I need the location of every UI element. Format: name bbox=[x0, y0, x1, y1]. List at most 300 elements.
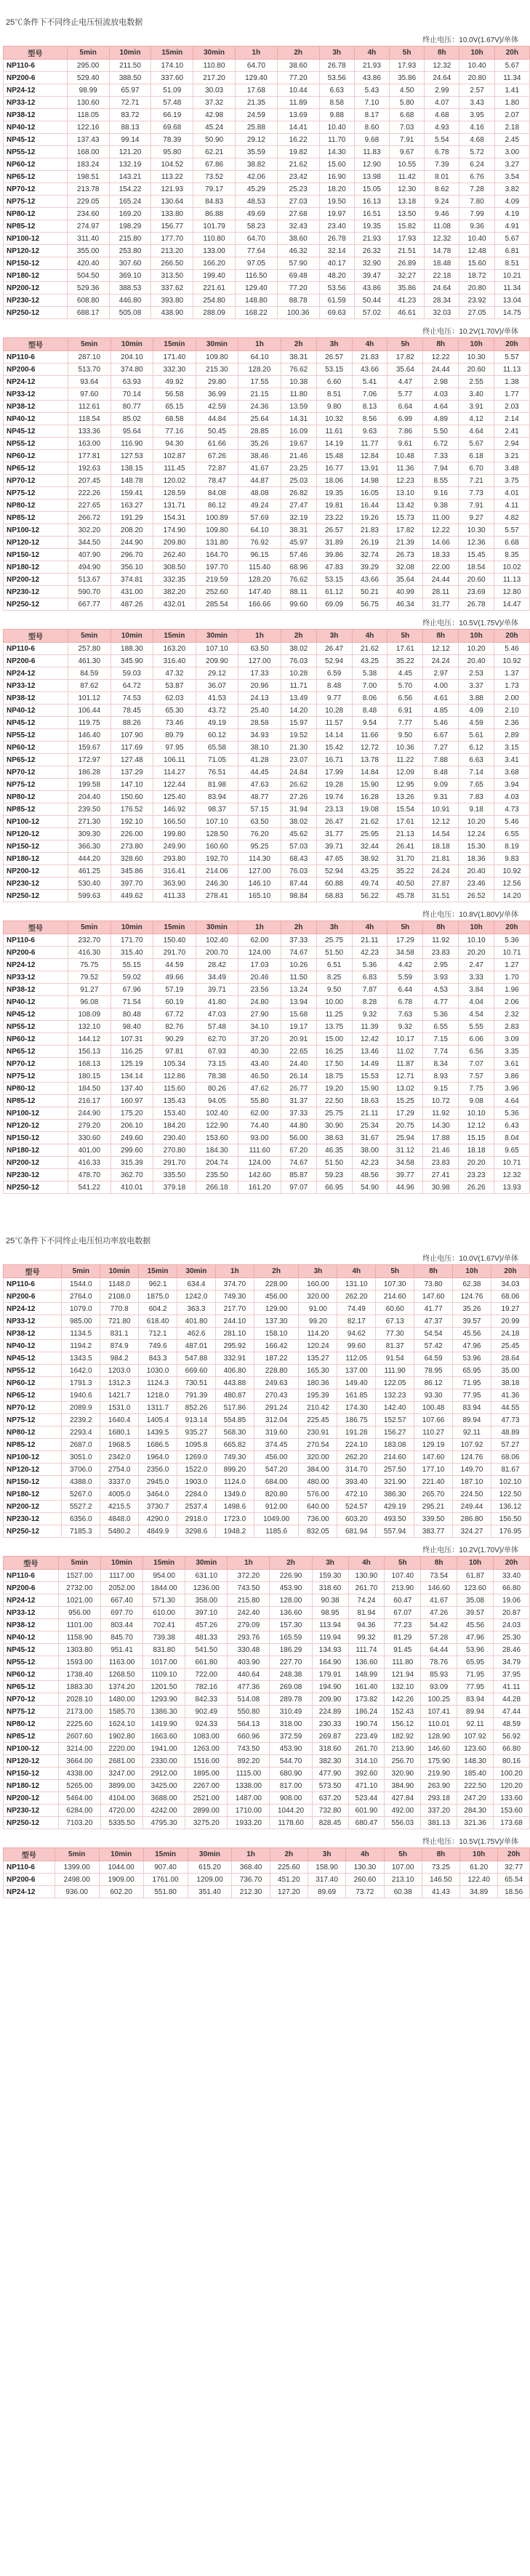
value-cell: 1.80 bbox=[494, 97, 529, 109]
value-cell: 24.24 bbox=[423, 865, 459, 878]
model-cell: NP200-6 bbox=[4, 1874, 55, 1886]
value-cell: 73.25 bbox=[422, 1861, 459, 1874]
value-cell: 568.30 bbox=[215, 1427, 254, 1439]
value-cell: 10.71 bbox=[494, 947, 530, 959]
table-row bbox=[4, 1377, 530, 1389]
value-cell: 9.61 bbox=[388, 438, 423, 450]
model-cell: NP80-12 bbox=[4, 1083, 68, 1095]
value-cell: 8.35 bbox=[494, 549, 530, 561]
value-cell: 9.83 bbox=[494, 853, 530, 865]
value-cell: 19.74 bbox=[316, 791, 352, 803]
value-cell: 50.45 bbox=[196, 425, 238, 438]
value-cell: 265.70 bbox=[414, 1488, 453, 1501]
value-cell: 50.90 bbox=[193, 134, 236, 146]
value-cell: 17.93 bbox=[390, 233, 425, 245]
header-model: 型号 bbox=[4, 47, 68, 60]
value-cell: 153.60 bbox=[196, 1132, 238, 1144]
value-cell: 128.00 bbox=[270, 1594, 312, 1607]
value-cell: 13.04 bbox=[494, 294, 529, 307]
table-row bbox=[4, 865, 530, 878]
model-cell: NP70-12 bbox=[4, 766, 68, 779]
header-20h: 20h bbox=[494, 1557, 530, 1570]
table-row bbox=[4, 1132, 530, 1144]
model-cell: NP100-12 bbox=[4, 524, 68, 537]
value-cell: 1710.00 bbox=[228, 1805, 270, 1817]
value-cell: 26.26 bbox=[459, 1181, 494, 1194]
value-cell: 2.47 bbox=[459, 959, 494, 971]
value-cell: 12.72 bbox=[352, 742, 388, 754]
model-cell: NP120-12 bbox=[4, 828, 68, 840]
table-row bbox=[4, 537, 530, 549]
value-cell: 9.67 bbox=[390, 146, 425, 159]
value-cell: 112.61 bbox=[68, 401, 111, 413]
value-cell: 187.10 bbox=[453, 1476, 491, 1488]
model-cell: NP230-12 bbox=[4, 878, 68, 890]
value-cell: 69.63 bbox=[319, 307, 354, 319]
value-cell: 49.66 bbox=[153, 971, 196, 984]
value-cell: 21.15 bbox=[238, 388, 281, 401]
value-cell: 6.18 bbox=[459, 450, 494, 462]
value-cell: 31.70 bbox=[388, 853, 423, 865]
model-cell: NP120-12 bbox=[4, 1755, 59, 1768]
value-cell: 166.42 bbox=[254, 1340, 299, 1352]
value-cell: 156.12 bbox=[385, 1718, 421, 1730]
value-cell: 20.99 bbox=[491, 1315, 529, 1328]
value-cell: 128.20 bbox=[238, 364, 281, 376]
value-cell: 31.12 bbox=[388, 1144, 423, 1157]
value-cell: 230.40 bbox=[153, 1132, 196, 1144]
value-cell: 4388.0 bbox=[62, 1476, 100, 1488]
table-row bbox=[4, 1058, 530, 1070]
header-10h: 10h bbox=[459, 47, 494, 60]
value-cell: 110.01 bbox=[421, 1718, 457, 1730]
value-cell: 27.68 bbox=[277, 208, 319, 220]
value-cell: 147.60 bbox=[414, 1291, 453, 1303]
value-cell: 133.00 bbox=[193, 245, 236, 257]
header-15min: 15min bbox=[153, 338, 196, 351]
value-cell: 383.77 bbox=[414, 1525, 453, 1538]
value-cell: 47.96 bbox=[457, 1632, 494, 1644]
value-cell: 227.70 bbox=[270, 1656, 312, 1669]
value-cell: 10.10 bbox=[459, 934, 494, 947]
value-cell: 660.96 bbox=[228, 1730, 270, 1743]
table-row bbox=[4, 1120, 530, 1132]
value-cell: 28.42 bbox=[196, 959, 238, 971]
table-header-row bbox=[4, 338, 530, 351]
value-cell: 148.99 bbox=[348, 1669, 385, 1681]
model-cell: NP24-12 bbox=[4, 84, 68, 97]
value-cell: 47.37 bbox=[414, 1315, 453, 1328]
model-cell: NP110-6 bbox=[4, 351, 68, 364]
header-2h: 2h bbox=[270, 1557, 312, 1570]
value-cell: 68.43 bbox=[281, 853, 316, 865]
table-row bbox=[4, 1644, 530, 1656]
value-cell: 160.60 bbox=[196, 840, 238, 853]
value-cell: 1903.0 bbox=[177, 1476, 216, 1488]
value-cell: 12.32 bbox=[425, 60, 459, 72]
model-cell: NP250-12 bbox=[4, 1817, 59, 1829]
table-row bbox=[4, 196, 530, 208]
value-cell: 9.15 bbox=[423, 1083, 459, 1095]
value-cell: 9.32 bbox=[388, 1021, 423, 1033]
value-cell: 146.10 bbox=[238, 878, 281, 890]
value-cell: 1095.8 bbox=[177, 1439, 216, 1451]
header-1h: 1h bbox=[232, 1848, 270, 1861]
value-cell: 832.05 bbox=[299, 1525, 337, 1538]
value-cell: 1933.20 bbox=[228, 1817, 270, 1829]
value-cell: 9.36 bbox=[459, 220, 494, 233]
header-model: 型号 bbox=[4, 1265, 62, 1278]
value-cell: 61.20 bbox=[460, 1861, 498, 1874]
watt-table-10-5v bbox=[3, 1847, 530, 1898]
header-10min: 10min bbox=[111, 338, 153, 351]
value-cell: 358.00 bbox=[185, 1594, 228, 1607]
value-cell: 504.50 bbox=[67, 270, 109, 282]
value-cell: 91.27 bbox=[68, 984, 111, 996]
header-3h: 3h bbox=[312, 1557, 348, 1570]
value-cell: 12.22 bbox=[423, 524, 459, 537]
table-row bbox=[4, 233, 530, 245]
header-2h: 2h bbox=[277, 47, 319, 60]
value-cell: 52.94 bbox=[316, 655, 352, 667]
value-cell: 2.89 bbox=[494, 729, 530, 742]
value-cell: 11.50 bbox=[281, 971, 316, 984]
value-cell: 337.60 bbox=[151, 72, 193, 84]
value-cell: 249.60 bbox=[111, 1132, 153, 1144]
value-cell: 107.90 bbox=[111, 729, 153, 742]
value-cell: 461.30 bbox=[68, 655, 111, 667]
model-cell: NP100-12 bbox=[4, 1107, 68, 1120]
value-cell: 3214.00 bbox=[58, 1743, 100, 1755]
value-cell: 257.50 bbox=[376, 1464, 414, 1476]
value-cell: 374.80 bbox=[111, 364, 153, 376]
table-row bbox=[4, 1817, 530, 1829]
value-cell: 321.90 bbox=[376, 1476, 414, 1488]
value-cell: 416.30 bbox=[68, 947, 111, 959]
value-cell: 4005.0 bbox=[100, 1488, 139, 1501]
value-cell: 57.27 bbox=[491, 1439, 529, 1451]
value-cell: 14.47 bbox=[494, 598, 530, 611]
value-cell: 21.13 bbox=[388, 828, 423, 840]
table-row bbox=[4, 828, 530, 840]
value-cell: 23.83 bbox=[423, 947, 459, 959]
value-cell: 309.30 bbox=[68, 828, 111, 840]
value-cell: 184.50 bbox=[68, 1083, 111, 1095]
cutoff-label: 终止电压：10.8V(1.80V)/单体 bbox=[422, 911, 518, 919]
value-cell: 19.20 bbox=[316, 1083, 352, 1095]
value-cell: 89.94 bbox=[457, 1706, 494, 1718]
table-row bbox=[4, 742, 530, 754]
value-cell: 38.82 bbox=[235, 159, 277, 171]
model-cell: NP70-12 bbox=[4, 1058, 68, 1070]
value-cell: 174.10 bbox=[151, 60, 193, 72]
value-cell: 135.43 bbox=[153, 1095, 196, 1107]
value-cell: 135.27 bbox=[299, 1352, 337, 1365]
value-cell: 291.70 bbox=[153, 947, 196, 959]
value-cell: 184.20 bbox=[153, 1120, 196, 1132]
value-cell: 48.08 bbox=[238, 487, 281, 499]
value-cell: 176.95 bbox=[491, 1525, 529, 1538]
value-cell: 53.96 bbox=[453, 1352, 491, 1365]
value-cell: 161.40 bbox=[348, 1681, 385, 1693]
value-cell: 5.36 bbox=[494, 1107, 530, 1120]
watt-table-10v bbox=[3, 1264, 530, 1538]
value-cell: 547.20 bbox=[254, 1464, 299, 1476]
value-cell: 6.64 bbox=[388, 401, 423, 413]
value-cell: 137.00 bbox=[337, 1365, 376, 1377]
value-cell: 4.07 bbox=[425, 97, 459, 109]
value-cell: 345.90 bbox=[111, 655, 153, 667]
value-cell: 8.60 bbox=[354, 121, 389, 134]
value-cell: 100.36 bbox=[277, 307, 319, 319]
value-cell: 69.09 bbox=[316, 598, 352, 611]
model-cell: NP33-12 bbox=[4, 388, 68, 401]
value-cell: 252.60 bbox=[196, 586, 238, 598]
value-cell: 219.59 bbox=[196, 574, 238, 586]
model-cell: NP65-12 bbox=[4, 754, 68, 766]
value-cell: 246.30 bbox=[196, 878, 238, 890]
value-cell: 53.56 bbox=[319, 282, 354, 294]
value-cell: 60.47 bbox=[385, 1594, 421, 1607]
value-cell: 2089.9 bbox=[62, 1402, 100, 1414]
value-cell: 3.75 bbox=[494, 475, 530, 487]
value-cell: 397.10 bbox=[185, 1607, 228, 1619]
table-row bbox=[4, 487, 530, 499]
value-cell: 164.90 bbox=[312, 1656, 348, 1669]
value-cell: 14.98 bbox=[352, 475, 388, 487]
value-cell: 601.90 bbox=[348, 1805, 385, 1817]
value-cell: 2.95 bbox=[423, 959, 459, 971]
value-cell: 64.10 bbox=[238, 524, 281, 537]
value-cell: 128.50 bbox=[196, 828, 238, 840]
value-cell: 137.43 bbox=[67, 134, 109, 146]
value-cell: 168.00 bbox=[67, 146, 109, 159]
value-cell: 356.10 bbox=[111, 561, 153, 574]
value-cell: 210.42 bbox=[299, 1402, 337, 1414]
value-cell: 30.98 bbox=[423, 1181, 459, 1194]
value-cell: 18.56 bbox=[498, 1886, 530, 1898]
value-cell: 65.54 bbox=[498, 1874, 530, 1886]
value-cell: 64.70 bbox=[235, 233, 277, 245]
value-cell: 39.29 bbox=[352, 561, 388, 574]
value-cell: 749.30 bbox=[215, 1451, 254, 1464]
value-cell: 127.20 bbox=[270, 1886, 308, 1898]
value-cell: 547.88 bbox=[177, 1352, 216, 1365]
value-cell: 64.70 bbox=[235, 60, 277, 72]
model-cell: NP80-12 bbox=[4, 791, 68, 803]
value-cell: 17.82 bbox=[388, 524, 423, 537]
table-row bbox=[4, 1792, 530, 1805]
value-cell: 6.06 bbox=[459, 1033, 494, 1046]
value-cell: 12.80 bbox=[494, 586, 530, 598]
value-cell: 6.63 bbox=[459, 754, 494, 766]
value-cell: 12.12 bbox=[423, 816, 459, 828]
model-cell: NP40-12 bbox=[4, 996, 68, 1008]
model-cell: NP24-12 bbox=[4, 959, 68, 971]
value-cell: 295.21 bbox=[414, 1501, 453, 1513]
value-cell: 4.04 bbox=[459, 996, 494, 1008]
value-cell: 68.06 bbox=[491, 1451, 529, 1464]
value-cell: 388.53 bbox=[109, 282, 151, 294]
value-cell: 35.64 bbox=[388, 574, 423, 586]
table-row bbox=[4, 1669, 530, 1681]
value-cell: 1680.1 bbox=[100, 1427, 139, 1439]
value-cell: 6.91 bbox=[388, 705, 423, 717]
model-cell: NP38-12 bbox=[4, 692, 68, 705]
value-cell: 2607.60 bbox=[58, 1730, 100, 1743]
value-cell: 1269.0 bbox=[177, 1451, 216, 1464]
model-cell: NP110-6 bbox=[4, 1861, 55, 1874]
value-cell: 17.29 bbox=[388, 934, 423, 947]
value-cell: 41.36 bbox=[491, 1389, 529, 1402]
model-cell: NP200-6 bbox=[4, 947, 68, 959]
value-cell: 213.10 bbox=[384, 1874, 422, 1886]
value-cell: 154.31 bbox=[153, 512, 196, 524]
value-cell: 122.90 bbox=[196, 1120, 238, 1132]
value-cell: 34.93 bbox=[238, 729, 281, 742]
value-cell: 12.48 bbox=[459, 245, 494, 257]
value-cell: 127.48 bbox=[111, 754, 153, 766]
value-cell: 11.57 bbox=[316, 717, 352, 729]
header-20h: 20h bbox=[494, 338, 530, 351]
value-cell: 214.06 bbox=[196, 865, 238, 878]
value-cell: 9.77 bbox=[316, 692, 352, 705]
value-cell: 138.15 bbox=[111, 462, 153, 475]
value-cell: 31.89 bbox=[316, 537, 352, 549]
value-cell: 634.4 bbox=[177, 1278, 216, 1291]
value-cell: 472.10 bbox=[337, 1488, 376, 1501]
value-cell: 225.45 bbox=[299, 1414, 337, 1427]
value-cell: 477.90 bbox=[312, 1768, 348, 1780]
value-cell: 78.76 bbox=[421, 1656, 457, 1669]
value-cell: 4.64 bbox=[423, 401, 459, 413]
value-cell: 541.50 bbox=[185, 1644, 228, 1656]
value-cell: 4.77 bbox=[423, 996, 459, 1008]
value-cell: 59.03 bbox=[111, 667, 153, 680]
value-cell: 4.50 bbox=[390, 84, 425, 97]
value-cell: 169.20 bbox=[109, 208, 151, 220]
model-cell: NP200-6 bbox=[4, 1582, 59, 1594]
amp-table-10-5v bbox=[3, 629, 530, 902]
value-cell: 32.08 bbox=[388, 561, 423, 574]
value-cell: 18.72 bbox=[459, 270, 494, 282]
table-row bbox=[4, 561, 530, 574]
value-cell: 125.40 bbox=[153, 791, 196, 803]
value-cell: 4.68 bbox=[459, 134, 494, 146]
header-8h: 8h bbox=[423, 630, 459, 643]
model-cell: NP65-12 bbox=[4, 1681, 59, 1693]
value-cell: 62.00 bbox=[238, 934, 281, 947]
value-cell: 81.98 bbox=[196, 779, 238, 791]
value-cell: 73.54 bbox=[421, 1570, 457, 1582]
value-cell: 13.10 bbox=[388, 487, 423, 499]
table-row bbox=[4, 1169, 530, 1181]
value-cell: 8.04 bbox=[494, 1132, 530, 1144]
value-cell: 18.18 bbox=[423, 840, 459, 853]
value-cell: 416.33 bbox=[68, 1157, 111, 1169]
value-cell: 7.87 bbox=[352, 984, 388, 996]
value-cell: 79.52 bbox=[68, 971, 111, 984]
model-cell: NP24-12 bbox=[4, 376, 68, 388]
value-cell: 590.70 bbox=[68, 586, 111, 598]
table-row bbox=[4, 996, 530, 1008]
model-cell: NP40-12 bbox=[4, 1340, 62, 1352]
value-cell: 564.13 bbox=[228, 1718, 270, 1730]
value-cell: 551.80 bbox=[143, 1886, 188, 1898]
value-cell: 223.49 bbox=[348, 1730, 385, 1743]
value-cell: 384.00 bbox=[299, 1464, 337, 1476]
value-cell: 107.30 bbox=[376, 1278, 414, 1291]
value-cell: 10.32 bbox=[316, 413, 352, 425]
model-cell: NP80-12 bbox=[4, 208, 68, 220]
value-cell: 9.65 bbox=[494, 1144, 530, 1157]
value-cell: 67.93 bbox=[196, 1046, 238, 1058]
value-cell: 44.59 bbox=[153, 959, 196, 971]
model-cell: NP200-12 bbox=[4, 282, 68, 294]
value-cell: 23.07 bbox=[281, 754, 316, 766]
table-row bbox=[4, 1451, 530, 1464]
value-cell: 99.14 bbox=[109, 134, 151, 146]
value-cell: 198.51 bbox=[67, 171, 109, 183]
value-cell: 83.94 bbox=[196, 791, 238, 803]
value-cell: 16.51 bbox=[354, 208, 389, 220]
value-cell: 57.02 bbox=[354, 307, 389, 319]
value-cell: 24.44 bbox=[423, 574, 459, 586]
value-cell: 49.69 bbox=[235, 208, 277, 220]
value-cell: 314.70 bbox=[337, 1464, 376, 1476]
value-cell: 913.14 bbox=[177, 1414, 216, 1427]
value-cell: 19.08 bbox=[352, 803, 388, 816]
value-cell: 19.27 bbox=[491, 1303, 529, 1315]
value-cell: 21.46 bbox=[281, 450, 316, 462]
value-cell: 11.36 bbox=[388, 462, 423, 475]
value-cell: 6.68 bbox=[494, 537, 530, 549]
header-4h: 4h bbox=[352, 921, 388, 934]
value-cell: 17.33 bbox=[238, 667, 281, 680]
value-cell: 191.28 bbox=[337, 1427, 376, 1439]
table-row bbox=[4, 779, 530, 791]
cutoff-label: 终止电压：10.2V(1.70V)/单体 bbox=[422, 328, 518, 336]
value-cell: 320.90 bbox=[385, 1768, 421, 1780]
value-cell: 6.43 bbox=[494, 1120, 530, 1132]
header-5min: 5min bbox=[68, 630, 111, 643]
value-cell: 721.80 bbox=[100, 1315, 139, 1328]
model-cell: NP100-12 bbox=[4, 1451, 62, 1464]
value-cell: 244.10 bbox=[215, 1315, 254, 1328]
value-cell: 4.85 bbox=[423, 705, 459, 717]
value-cell: 11.92 bbox=[423, 934, 459, 947]
value-cell: 2.97 bbox=[423, 667, 459, 680]
value-cell: 38.10 bbox=[238, 742, 281, 754]
value-cell: 7.33 bbox=[423, 450, 459, 462]
value-cell: 344.50 bbox=[68, 537, 111, 549]
value-cell: 66.95 bbox=[316, 1181, 352, 1194]
model-cell: NP150-12 bbox=[4, 549, 68, 561]
table-header-row bbox=[4, 1848, 530, 1861]
header-model: 型号 bbox=[4, 921, 68, 934]
value-cell: 936.00 bbox=[55, 1886, 99, 1898]
table-row bbox=[4, 1315, 530, 1328]
value-cell: 7.75 bbox=[459, 1083, 494, 1095]
value-cell: 122.40 bbox=[460, 1874, 498, 1886]
value-cell: 257.80 bbox=[68, 643, 111, 655]
value-cell: 557.94 bbox=[376, 1525, 414, 1538]
value-cell: 131.80 bbox=[196, 537, 238, 549]
value-cell: 54.90 bbox=[352, 1181, 388, 1194]
table-row bbox=[4, 791, 530, 803]
value-cell: 1663.60 bbox=[143, 1730, 185, 1743]
value-cell: 6356.0 bbox=[62, 1513, 100, 1525]
